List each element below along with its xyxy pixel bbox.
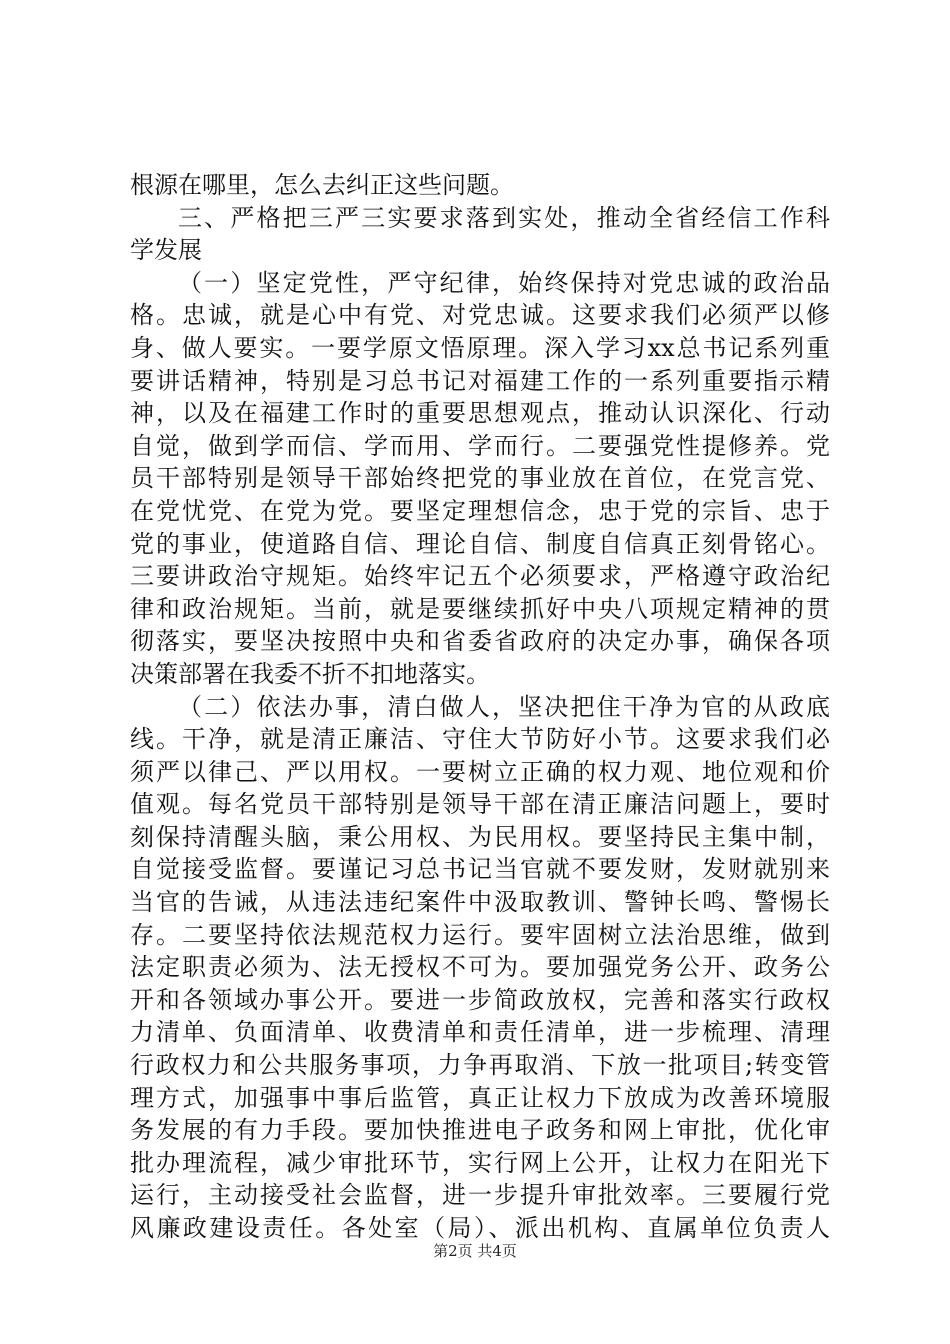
document-body: [130, 169, 830, 1245]
body-line: 决策部署在我委不折不扣地落实。: [130, 659, 490, 688]
body-line: 开和各领域办事公开。要进一步简政放权，完善和落实行政权: [130, 985, 830, 1014]
body-line: 身、做人要实。一要学原文悟原理。深入学习xx总书记系列重: [130, 333, 830, 362]
body-line: 员干部特别是领导干部始终把党的事业放在首位，在党言党、: [130, 464, 830, 493]
body-line: 法定职责必须为、法无授权不可为。要加强党务公开、政务公: [130, 953, 830, 982]
body-line: 在党忧党、在党为党。要坚定理想信念，忠于党的宗旨、忠于: [130, 496, 830, 525]
paragraph-first-line: （二）依法办事，清白做人，坚决把住干净为官的从政底: [178, 692, 830, 721]
body-line: 批办理流程，减少审批环节，实行网上公开，让权力在阳光下: [130, 1148, 830, 1177]
body-line: 须严以律己、严以用权。一要树立正确的权力观、地位观和价: [130, 757, 830, 786]
body-line: 律和政治规矩。当前，就是要继续抓好中央八项规定精神的贯: [130, 594, 830, 623]
body-line: 力清单、负面清单、收费清单和责任清单，进一步梳理、清理: [130, 1018, 830, 1047]
body-line: 党的事业，使道路自信、理论自信、制度自信真正刻骨铭心。: [130, 529, 830, 558]
body-line: 格。忠诚，就是心中有党、对党忠诚。这要求我们必须严以修: [130, 301, 830, 330]
body-line: 风廉政建设责任。各处室（局）、派出机构、直属单位负责人: [130, 1214, 830, 1242]
body-line: 自觉接受监督。要谨记习总书记当官就不要发财，发财就别来: [130, 855, 830, 884]
body-line: 运行，主动接受社会监督，进一步提升审批效率。三要履行党: [130, 1181, 830, 1210]
body-line: 要讲话精神，特别是习总书记对福建工作的一系列重要指示精: [130, 366, 830, 395]
body-line: 自觉，做到学而信、学而用、学而行。二要强党性提修养。党: [130, 431, 830, 460]
body-line: 彻落实，要坚决按照中央和省委省政府的决定办事，确保各项: [130, 627, 830, 656]
body-line: 神，以及在福建工作时的重要思想观点，推动认识深化、行动: [130, 399, 830, 428]
body-line: 务发展的有力手段。要加快推进电子政务和网上审批，优化审: [130, 1116, 830, 1145]
paragraph-first-line: （一）坚定党性，严守纪律，始终保持对党忠诚的政治品: [178, 268, 830, 297]
body-line: 当官的告诫，从违法违纪案件中汲取教训、警钟长鸣、警惕长: [130, 888, 830, 917]
body-line: 根源在哪里，怎么去纠正这些问题。: [130, 171, 514, 199]
body-line: 理方式，加强事中事后监管，真正让权力下放成为改善环境服: [130, 1083, 830, 1112]
body-line: 行政权力和公共服务事项，力争再取消、下放一批项目;转变管: [130, 1051, 830, 1080]
body-line: 线。干净，就是清正廉洁、守住大节防好小节。这要求我们必: [130, 725, 830, 754]
body-line: 三要讲政治守规矩。始终牢记五个必须要求，严格遵守政治纪: [130, 562, 830, 591]
body-line: 值观。每名党员干部特别是领导干部在清正廉洁问题上，要时: [130, 790, 830, 819]
section-heading-line: 三、严格把三严三实要求落到实处，推动全省经信工作科: [178, 203, 830, 232]
section-heading-line: 学发展: [130, 236, 202, 265]
body-line: 存。二要坚持依法规范权力运行。要牢固树立法治思维，做到: [130, 920, 830, 949]
page-footer: 第2页 共4页: [433, 1242, 517, 1260]
body-line: 刻保持清醒头脑，秉公用权、为民用权。要坚持民主集中制，: [130, 822, 830, 851]
